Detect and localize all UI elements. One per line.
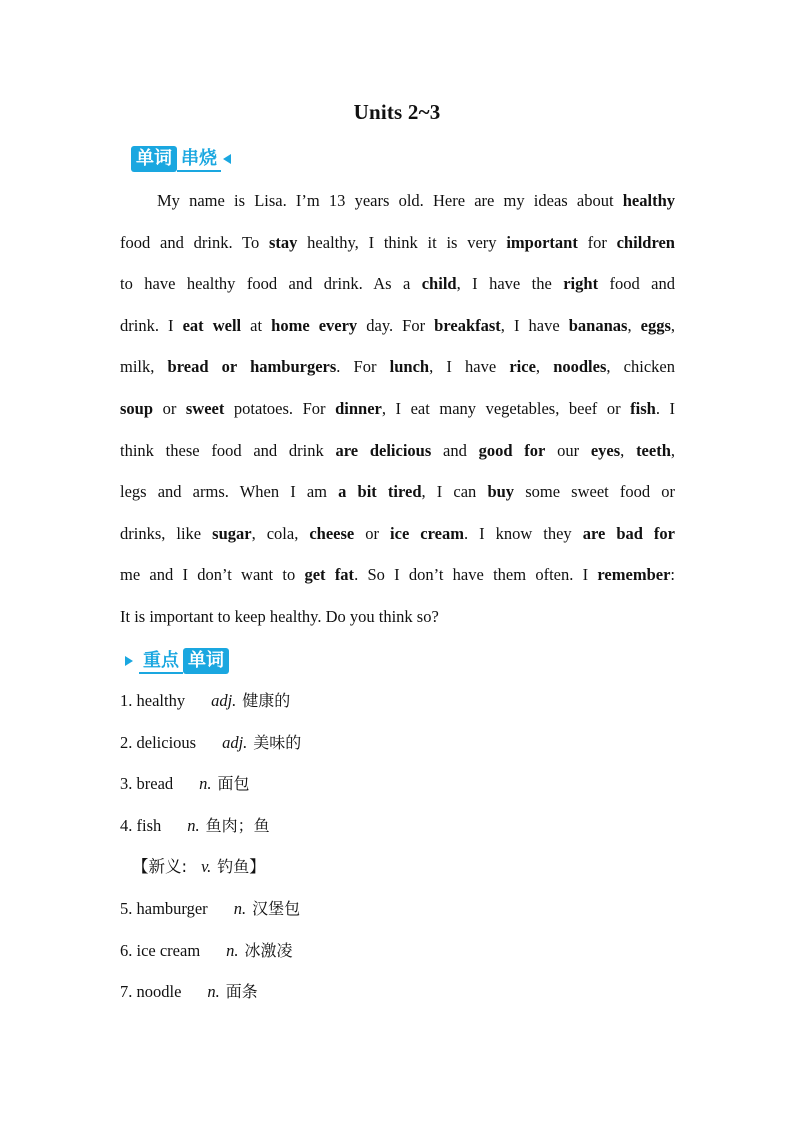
bold-keyword: bread or hamburgers [167,357,337,377]
part-of-speech: adj. [211,691,237,710]
text-run: think these food and drink [120,440,336,460]
text-run: or [354,523,391,543]
bold-keyword: remember [597,565,671,585]
paragraph-line [120,430,675,472]
bold-keyword: fish [630,398,656,418]
text-run: drink. I [120,315,183,335]
text-run: : [670,565,675,585]
bold-keyword: sweet [185,398,225,418]
vocab-word: 3. bread [120,774,174,794]
text-run: legs and arms. When I am [120,482,339,502]
text-run: , I eat many vegetables, beef or [381,398,631,418]
bold-keyword: get fat [304,565,355,585]
bold-keyword: good for [478,440,546,460]
text-run: , I have [429,357,510,377]
text-run: and [431,440,479,460]
bold-keyword: ice cream [390,523,464,543]
text-run: potatoes. For [224,398,336,418]
triangle-right-icon [125,656,133,666]
badge-block-label: 单词 [131,146,177,172]
story-paragraph [120,180,675,638]
part-of-speech: v. [201,857,212,877]
page-title: Units 2~3 [353,100,441,124]
bold-keyword: buy [487,482,515,502]
bold-keyword: important [506,232,578,252]
text-run: food and drink. To [120,232,269,252]
section-badge-key-words [125,647,229,675]
text-run: . So I don’t have them often. I [354,565,598,585]
text-run: to have healthy food and drink. As a [120,274,422,294]
vocab-word: 7. noodle [120,982,182,1002]
text-run: , I have the [456,274,564,294]
text-run: some sweet food or [514,482,675,502]
chinese-meaning: 面条 [225,982,258,1002]
chinese-meaning: 面包 [217,774,250,794]
paragraph-line [120,554,675,596]
vocab-word: 4. fish [120,815,162,835]
bold-keyword: right [563,274,599,294]
text-run: food and [598,274,675,294]
bold-keyword: healthy [622,191,675,210]
badge-text-label: 串烧 [177,146,221,172]
bold-keyword: child [421,274,457,294]
vocab-item [120,888,301,930]
vocab-new-meaning [120,846,301,888]
part-of-speech: n. [187,815,200,835]
vocab-word: 2. delicious [120,732,197,752]
chinese-meaning: 汉堡包 [252,898,301,918]
part-of-speech: n. [233,898,247,918]
part-of-speech: n. [199,774,212,794]
badge-text-label: 重点 [139,648,183,674]
text-run: . For [336,357,390,377]
paragraph-line [120,596,675,638]
text-run: , [620,440,637,460]
paragraph-line [120,388,675,430]
bold-keyword: rice [509,357,536,377]
text-run: milk, [120,357,168,377]
bold-keyword: teeth [636,440,671,460]
vocab-item [120,971,301,1013]
paragraph-line [120,305,675,347]
paragraph-line [120,263,675,305]
vocab-word: 1. healthy [120,691,186,710]
chinese-meaning: 鱼肉；鱼 [205,815,270,835]
triangle-left-icon [223,154,231,164]
vocab-word: 5. hamburger [120,898,208,918]
bold-keyword: stay [268,232,298,252]
chinese-meaning: 美味的 [253,732,302,752]
text-run: , chicken [606,357,675,377]
text-run: , [670,315,676,335]
bold-keyword: bananas [568,315,628,335]
text-run: at [241,315,272,335]
bold-keyword: home every [271,315,358,335]
part-of-speech: n. [226,940,239,960]
bold-keyword: children [616,232,675,252]
section-badge-word-chain [131,145,231,173]
text-run: drinks, like [120,523,213,543]
paragraph-line [120,346,675,388]
text-run: , I can [421,482,488,502]
paragraph-line [120,513,675,555]
text-run: It is important to keep healthy. Do you think so? [120,606,439,626]
vocab-item [120,930,301,972]
vocab-item [120,680,301,722]
bold-keyword: soup [120,398,154,418]
paragraph-line [120,471,675,513]
text-run: me and I don’t want to [120,565,305,585]
text-run: , [627,315,641,335]
bold-keyword: noodles [553,357,607,377]
vocab-word: 6. ice cream [120,940,201,960]
bold-keyword: are delicious [335,440,432,460]
vocab-item [120,722,301,764]
bold-keyword: are bad for [582,523,675,543]
text-run: . I [655,398,676,418]
chinese-meaning: 钓鱼】 [217,857,266,877]
bold-keyword: dinner [335,398,382,418]
paragraph-line [120,222,675,264]
bold-keyword: cheese [309,523,355,543]
text-run: healthy, I think it is very [297,232,507,252]
part-of-speech: adj. [222,732,248,752]
text-run: , cola, [251,523,310,543]
text-run: My name is Lisa. I’m 13 years old. Here are my ideas about [157,191,623,210]
vocab-item [120,805,301,847]
bold-keyword: sugar [212,523,252,543]
chinese-meaning: 冰激凌 [244,940,293,960]
vocab-word: 【新义: [132,857,188,877]
bold-keyword: eyes [590,440,621,460]
text-run: , [670,440,676,460]
bold-keyword: eat well [182,315,242,335]
text-run: for [577,232,617,252]
bold-keyword: lunch [389,357,430,377]
text-run: our [545,440,591,460]
part-of-speech: n. [207,982,220,1002]
text-run: , [535,357,554,377]
bold-keyword: a bit tired [338,482,422,502]
badge-block-label: 单词 [183,648,229,674]
chinese-meaning: 健康的 [242,691,291,710]
bold-keyword: breakfast [434,315,501,335]
paragraph-line [120,180,675,222]
text-run: , I have [500,315,569,335]
text-run: or [153,398,186,418]
text-run: . I know they [463,523,583,543]
text-run: day. For [357,315,435,335]
vocab-item [120,763,301,805]
vocab-list [120,680,301,1013]
bold-keyword: eggs [640,315,671,335]
